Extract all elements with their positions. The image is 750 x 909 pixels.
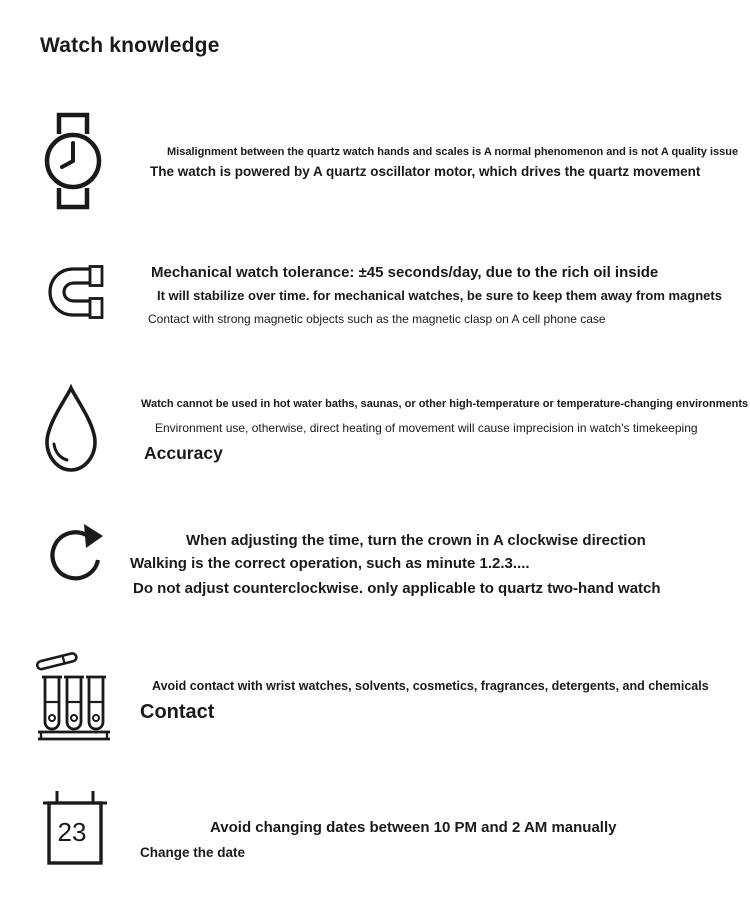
test-tubes-icon bbox=[36, 650, 112, 742]
magnet-icon bbox=[46, 264, 104, 320]
page-title: Watch knowledge bbox=[40, 34, 220, 57]
calendar-day-number: 23 bbox=[57, 817, 87, 847]
date-change-heading: Change the date bbox=[140, 845, 246, 860]
magnet-tolerance-line: Mechanical watch tolerance: ±45 seconds/day, due to the rich oil inside bbox=[151, 264, 659, 281]
quartz-note-line: Misalignment between the quartz watch hands and scales is A normal phenomenon and is not A quality issue bbox=[167, 146, 739, 158]
quartz-main-line: The watch is powered by A quartz oscillator motor, which drives the quartz movement bbox=[150, 164, 701, 179]
magnet-contact-line: Contact with strong magnetic objects such as the magnetic clasp on A cell phone case bbox=[148, 312, 606, 326]
water-drop-icon bbox=[40, 384, 102, 476]
date-change-warning-line: Avoid changing dates between 10 PM and 2 AM manually bbox=[210, 819, 617, 836]
temperature-detail-line: Environment use, otherwise, direct heating of movement will cause imprecision in watch's timekeeping bbox=[155, 421, 698, 435]
correct-operation-line: Walking is the correct operation, such as minute 1.2.3.... bbox=[130, 555, 530, 572]
calendar-icon bbox=[42, 788, 108, 868]
accuracy-heading: Accuracy bbox=[144, 443, 223, 463]
magnet-stabilize-line: It will stabilize over time. for mechanical watches, be sure to keep them away from magnets bbox=[157, 288, 722, 303]
contact-heading: Contact bbox=[140, 701, 215, 723]
clockwise-arrow-icon bbox=[44, 523, 104, 589]
crown-direction-line: When adjusting the time, turn the crown in A clockwise direction bbox=[186, 532, 646, 549]
chemicals-warning-line: Avoid contact with wrist watches, solvents, cosmetics, fragrances, detergents, and chemicals bbox=[152, 679, 709, 693]
temperature-warning-line: Watch cannot be used in hot water baths, saunas, or other high-temperature or temperature-changing environments bbox=[141, 398, 749, 410]
counterclockwise-warning-line: Do not adjust counterclockwise. only applicable to quartz two-hand watch bbox=[133, 580, 661, 597]
watch-icon bbox=[44, 112, 102, 210]
